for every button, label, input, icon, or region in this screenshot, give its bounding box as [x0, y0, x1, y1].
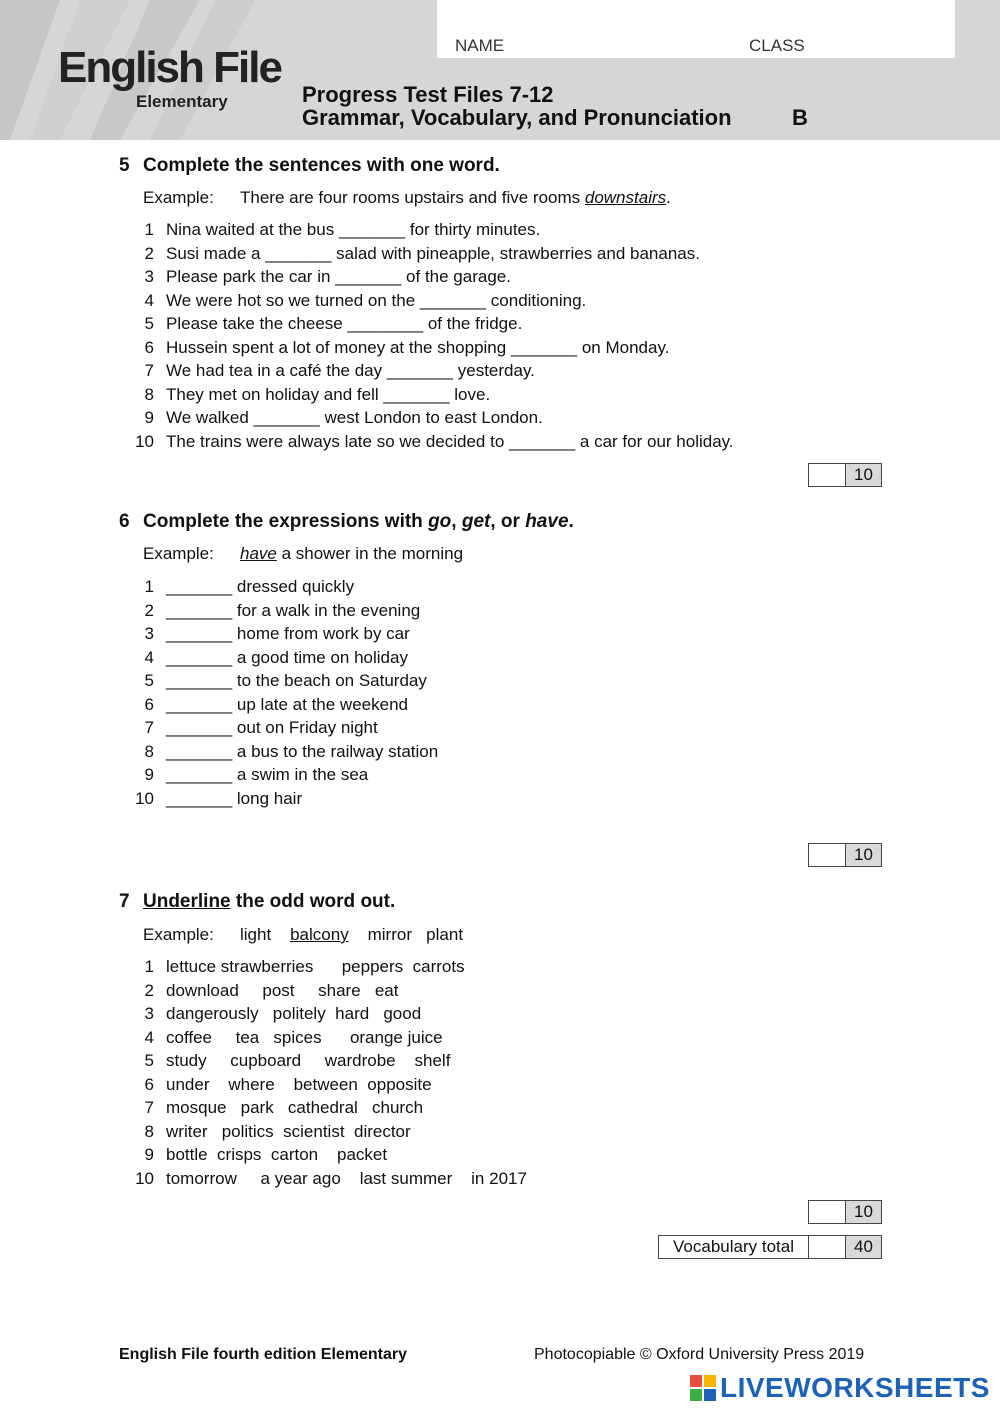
- question-item: [119, 787, 438, 811]
- item-text: lettuce strawberries peppers carrots: [166, 957, 465, 976]
- question-item: [119, 622, 438, 646]
- item-number: 6: [144, 1074, 154, 1094]
- liveworksheets-watermark: [690, 1372, 990, 1404]
- section-6-heading: [119, 511, 574, 533]
- watermark-text: LIVEWORKSHEETS: [720, 1372, 990, 1403]
- item-text: tomorrow a year ago last summer in 2017: [166, 1168, 527, 1188]
- question-item: [119, 693, 438, 717]
- question-item: [119, 716, 438, 740]
- test-subtitle: Grammar, Vocabulary, and Pronunciation: [302, 105, 732, 130]
- score-input[interactable]: [809, 844, 846, 866]
- item-text: We were hot so we turned on the _______ conditioning.: [166, 290, 587, 310]
- item-number: 9: [144, 765, 154, 784]
- test-version: B: [792, 105, 808, 130]
- item-number: 6: [144, 694, 154, 714]
- item-number: 7: [144, 361, 154, 380]
- item-text: _______ dressed quickly: [166, 577, 355, 596]
- item-text: _______ long hair: [166, 788, 303, 808]
- item-number: 9: [144, 408, 154, 427]
- question-item: [119, 265, 734, 289]
- word-get: get: [461, 511, 491, 532]
- title-end: .: [568, 511, 574, 532]
- name-class-box: [437, 0, 955, 58]
- item-number: 8: [144, 384, 154, 404]
- question-item: [119, 383, 734, 407]
- item-text: coffee tea spices orange juice: [166, 1027, 443, 1047]
- question-item: [119, 1002, 527, 1026]
- example-word: plant: [426, 925, 464, 944]
- footer-copyright: Photocopiable © Oxford University Press 2019: [534, 1346, 865, 1363]
- item-text: The trains were always late so we decided to _______ a car for our holiday.: [166, 431, 734, 451]
- item-text: _______ to the beach on Saturday: [166, 671, 427, 690]
- item-text: _______ a swim in the sea: [166, 765, 369, 784]
- title-underlined: Underline: [143, 891, 231, 912]
- item-number: 8: [144, 1121, 154, 1141]
- item-text: Please take the cheese ________ of the fridge.: [166, 314, 523, 333]
- item-number: 10: [135, 431, 154, 451]
- item-number: 2: [144, 980, 154, 1000]
- item-text: _______ out on Friday night: [166, 718, 378, 737]
- section-6-example: [143, 544, 463, 564]
- section-number: 7: [119, 891, 130, 912]
- example-word: light: [240, 925, 272, 944]
- question-item: [119, 1143, 527, 1167]
- item-text: _______ for a walk in the evening: [166, 600, 421, 620]
- question-item: [119, 242, 734, 266]
- word-go: go: [428, 511, 452, 532]
- item-number: 10: [135, 788, 154, 808]
- brand-logo: [58, 43, 281, 111]
- example-answer: balcony: [290, 925, 349, 944]
- example-label: Example:: [143, 544, 214, 563]
- example-text: a shower in the morning: [276, 544, 464, 563]
- section-5-example: [143, 188, 671, 208]
- item-number: 4: [144, 290, 154, 310]
- score-input[interactable]: [809, 1201, 846, 1223]
- total-input[interactable]: [809, 1236, 846, 1258]
- item-text: under where between opposite: [166, 1074, 432, 1094]
- question-item: [119, 289, 734, 313]
- item-text: mosque park cathedral church: [166, 1098, 424, 1117]
- example-label: Example:: [143, 925, 214, 944]
- section-7-list: [119, 955, 527, 1190]
- item-text: _______ up late at the weekend: [166, 694, 408, 714]
- vocabulary-total-box: [658, 1235, 882, 1259]
- item-number: 4: [144, 1027, 154, 1047]
- question-item: [119, 430, 734, 454]
- item-text: We walked _______ west London to east London.: [166, 408, 543, 427]
- class-label: CLASS: [749, 36, 805, 55]
- item-text: _______ home from work by car: [166, 624, 410, 643]
- section-title: Complete the expressions with: [143, 511, 429, 532]
- item-number: 3: [144, 267, 154, 286]
- question-item: [119, 218, 734, 242]
- example-label: Example:: [143, 188, 214, 207]
- item-number: 4: [144, 647, 154, 667]
- score-max: 10: [846, 464, 881, 486]
- item-text: _______ a bus to the railway station: [166, 741, 439, 761]
- separator: ,: [451, 511, 462, 532]
- item-number: 6: [144, 337, 154, 357]
- item-text: Nina waited at the bus _______ for thirty minutes.: [166, 220, 541, 239]
- item-text: study cupboard wardrobe shelf: [166, 1051, 451, 1070]
- item-number: 5: [144, 671, 154, 690]
- question-item: [119, 359, 734, 383]
- question-item: [119, 955, 527, 979]
- section-title: the odd word out.: [230, 891, 396, 912]
- item-text: Please park the car in _______ of the garage.: [166, 267, 511, 286]
- item-number: 7: [144, 718, 154, 737]
- section-7-example: [143, 925, 463, 945]
- item-number: 2: [144, 600, 154, 620]
- item-text: writer politics scientist director: [166, 1121, 411, 1141]
- question-item: [119, 1049, 527, 1073]
- question-item: [119, 575, 438, 599]
- score-max: 10: [846, 1201, 881, 1223]
- item-number: 9: [144, 1145, 154, 1164]
- item-number: 5: [144, 1051, 154, 1070]
- item-text: Susi made a _______ salad with pineapple, strawberries and bananas.: [166, 243, 700, 263]
- item-text: dangerously politely hard good: [166, 1004, 422, 1023]
- question-item: [119, 336, 734, 360]
- question-item: [119, 1120, 527, 1144]
- question-item: [119, 669, 438, 693]
- score-input[interactable]: [809, 464, 846, 486]
- example-end: .: [666, 188, 671, 207]
- example-answer: downstairs: [584, 188, 667, 207]
- item-text: _______ a good time on holiday: [166, 647, 408, 667]
- section-5-list: [119, 218, 734, 453]
- section-7-score-box: [808, 1200, 882, 1224]
- item-text: download post share eat: [166, 980, 399, 1000]
- header-banner: [0, 0, 1000, 140]
- section-5-heading: [119, 155, 500, 177]
- brand-title: English File: [58, 43, 281, 92]
- item-number: 1: [144, 220, 154, 239]
- example-word: mirror: [367, 925, 412, 944]
- total-max: 40: [846, 1236, 881, 1258]
- item-number: 3: [144, 1004, 154, 1023]
- item-number: 8: [144, 741, 154, 761]
- section-title: Complete the sentences with one word.: [143, 155, 500, 176]
- name-label: NAME: [455, 36, 505, 55]
- item-number: 5: [144, 314, 154, 333]
- question-item: [119, 646, 438, 670]
- section-5-score-box: [808, 463, 882, 487]
- item-number: 10: [135, 1168, 154, 1188]
- example-text: There are four rooms upstairs and five rooms: [240, 188, 585, 207]
- section-6-list: [119, 575, 438, 810]
- question-item: [119, 599, 438, 623]
- item-number: 1: [144, 957, 154, 976]
- item-number: 3: [144, 624, 154, 643]
- item-number: 2: [144, 243, 154, 263]
- question-item: [119, 406, 734, 430]
- section-number: 5: [119, 155, 130, 176]
- brand-subtitle: Elementary: [136, 92, 228, 111]
- item-text: Hussein spent a lot of money at the shopping _______ on Monday.: [166, 337, 670, 357]
- item-text: We had tea in a café the day _______ yesterday.: [166, 361, 535, 380]
- example-answer: have: [240, 544, 277, 563]
- item-number: 1: [144, 577, 154, 596]
- question-item: [119, 1073, 527, 1097]
- question-item: [119, 312, 734, 336]
- question-item: [119, 1167, 527, 1191]
- question-item: [119, 763, 438, 787]
- separator: , or: [490, 511, 526, 532]
- item-text: bottle crisps carton packet: [166, 1145, 388, 1164]
- item-number: 7: [144, 1098, 154, 1117]
- question-item: [119, 979, 527, 1003]
- question-item: [119, 740, 438, 764]
- score-max: 10: [846, 844, 881, 866]
- section-number: 6: [119, 511, 130, 532]
- question-item: [119, 1096, 527, 1120]
- section-6-score-box: [808, 843, 882, 867]
- question-item: [119, 1026, 527, 1050]
- test-title: Progress Test Files 7-12: [302, 82, 554, 107]
- liveworksheets-logo-icon: [690, 1375, 716, 1401]
- item-text: They met on holiday and fell _______ love.: [166, 384, 491, 404]
- section-7-heading: [119, 891, 395, 913]
- footer-edition: English File fourth edition Elementary: [119, 1346, 408, 1363]
- total-label: Vocabulary total: [659, 1236, 809, 1258]
- word-have: have: [525, 511, 569, 532]
